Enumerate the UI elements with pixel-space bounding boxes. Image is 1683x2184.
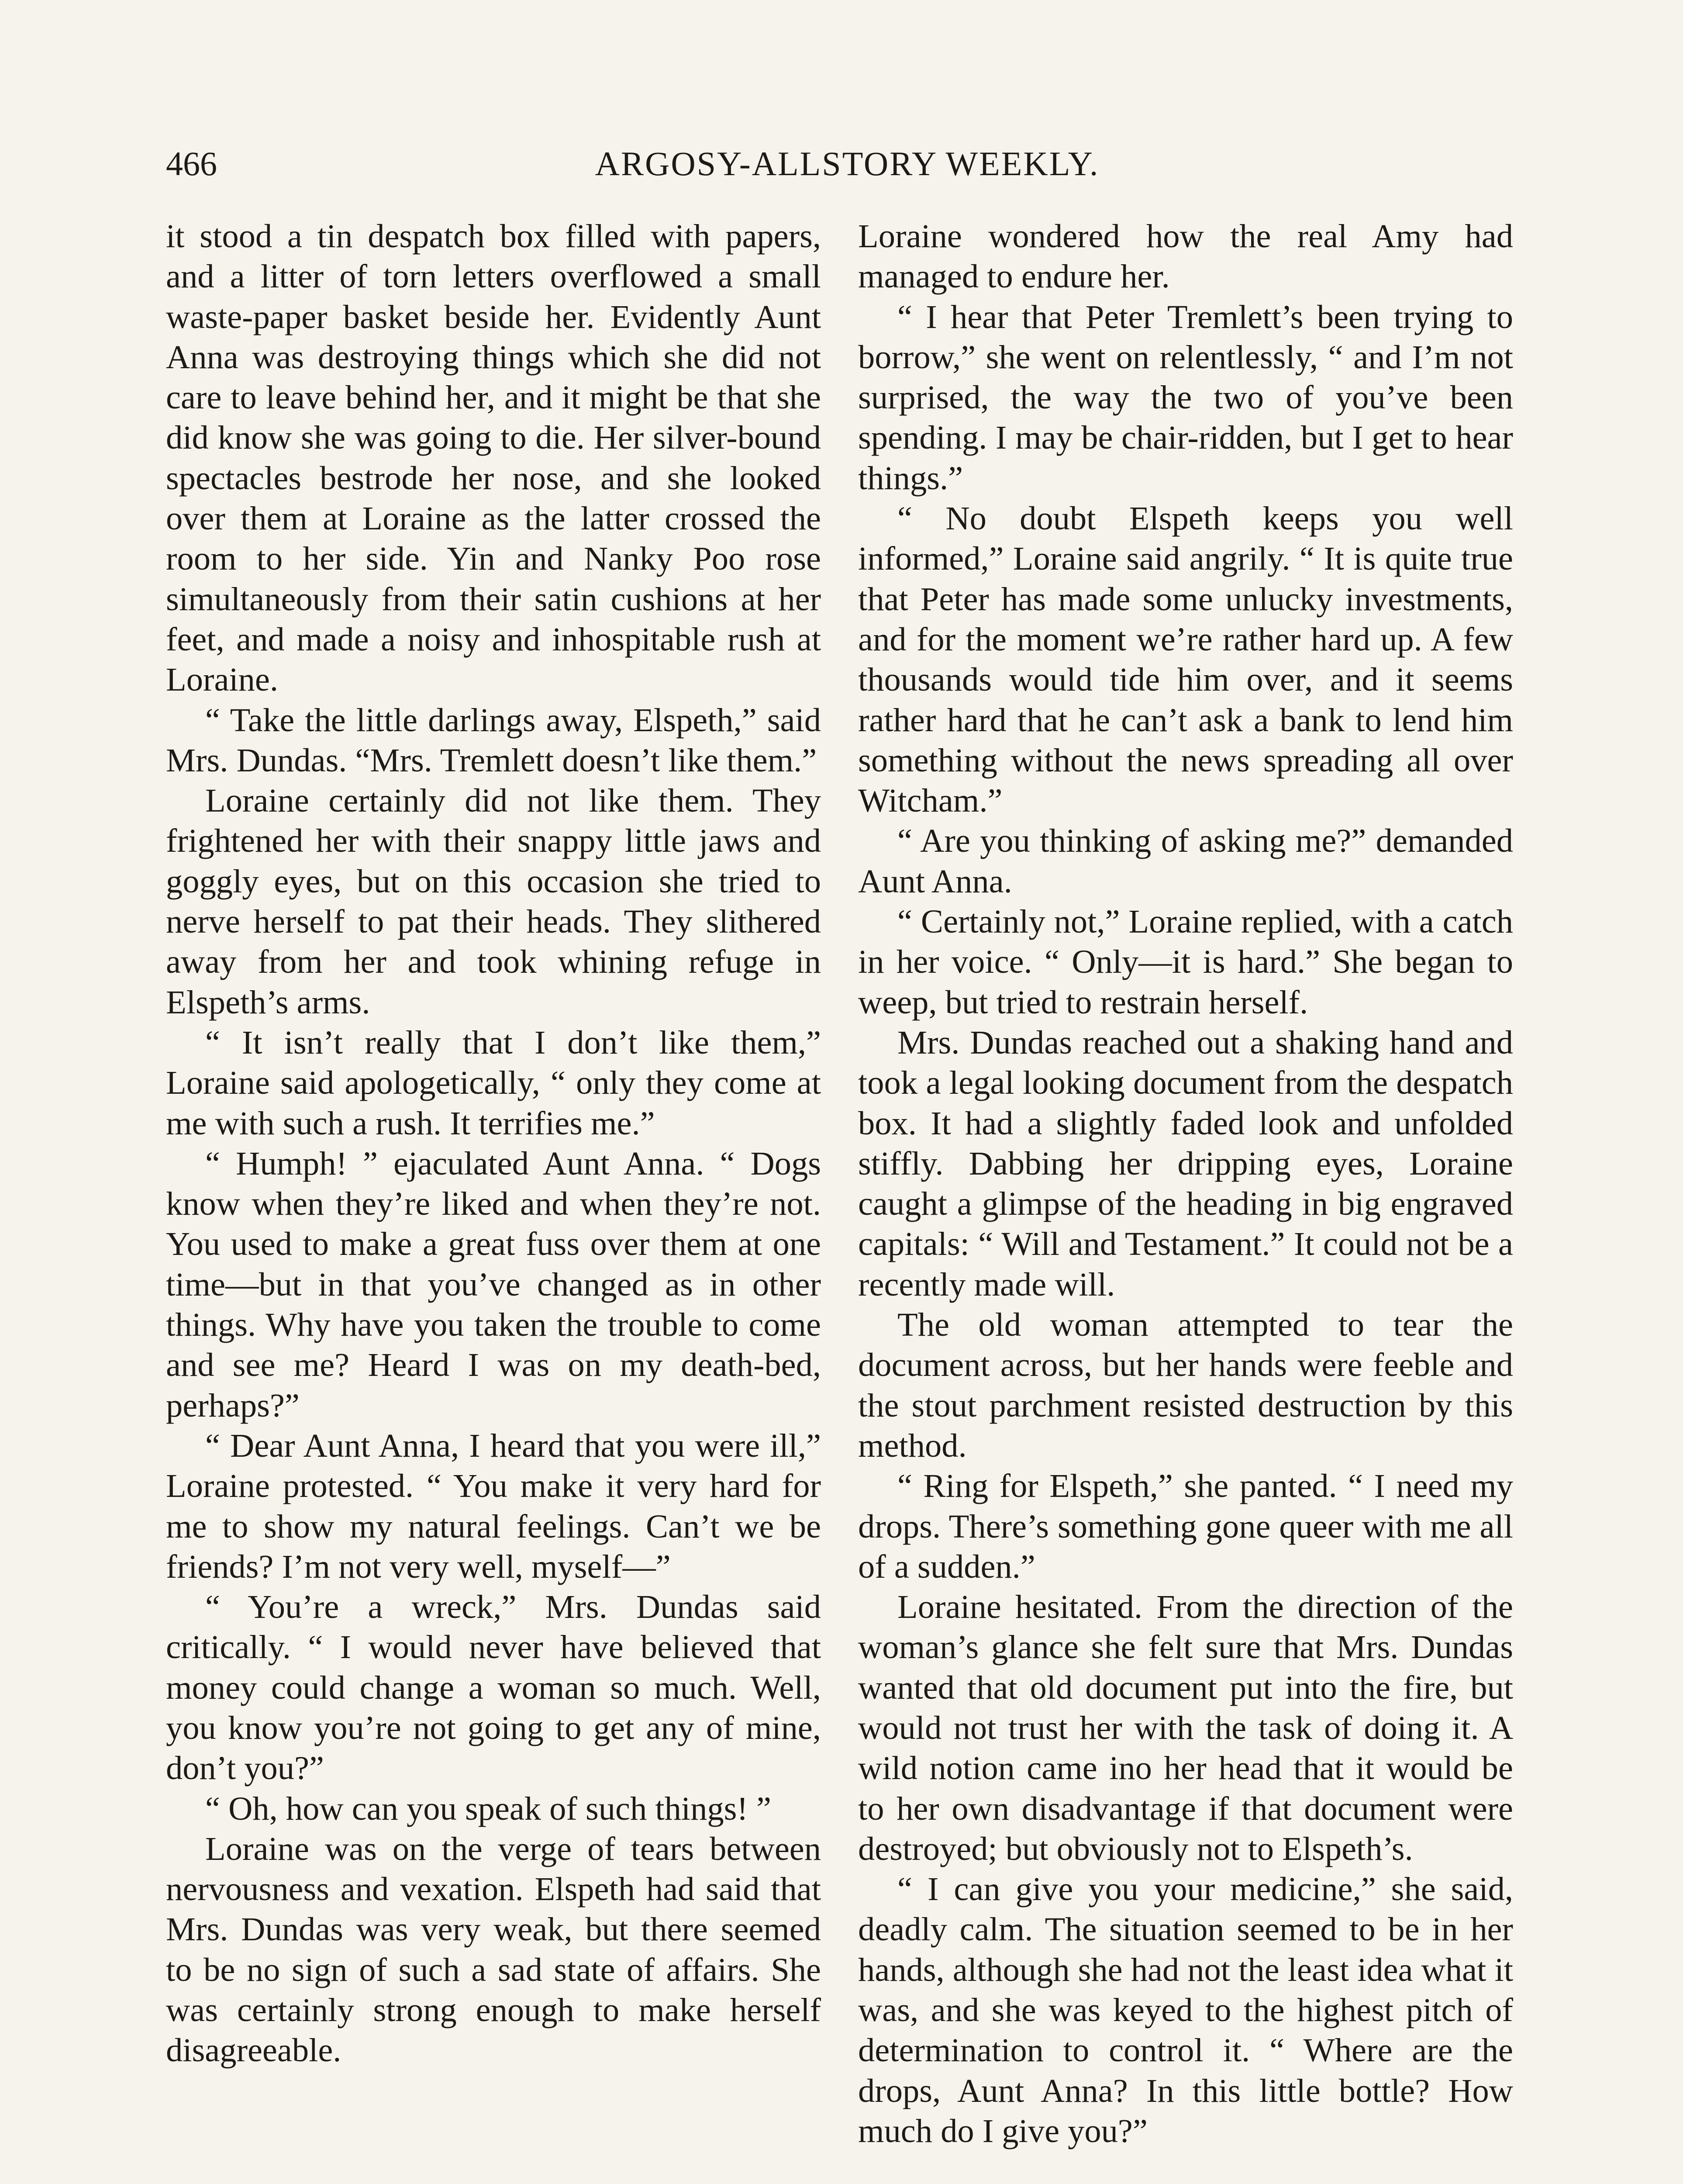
paragraph: “ I can give you your medicine,” she said, deadly calm. The situation seemed to be in her hands, although she had not the least idea what it was, and she was keyed to the highest pitch of determination to control it. “ Where are the drops, Aunt Anna? In this little bottle? How much do I give you?” <box>858 1870 1513 2149</box>
paragraph: “ Take the little darlings away, Elspeth,” said Mrs. Dundas. “Mrs. Tremlett doesn’t like them.” <box>166 701 821 779</box>
paragraph: “ Oh, how can you speak of such things! ” <box>205 1790 771 1827</box>
paragraph: Loraine hesitated. From the direction of the woman’s glance she felt sure that Mrs. Dundas wanted that old document put into the fire, but would not trust her with the task of doing it. A wild notion came ino her head that it would be to her own disadvantage if that document were destroyed; but obviously not to Elspeth’s. <box>858 1588 1513 1867</box>
paragraph: “ I hear that Peter Tremlett’s been trying to borrow,” she went on relentlessly, “ and I’m not surprised, the way the two of you’ve been spending. I may be chair-ridden, but I get to hear things.” <box>858 298 1513 497</box>
page-header <box>166 131 1528 197</box>
paragraph: “ Certainly not,” Loraine replied, with a catch in her voice. “ Only—it is hard.” She began to weep, but tried to restrain herself. <box>858 903 1513 1021</box>
paragraph: “ Humph! ” ejaculated Aunt Anna. “ Dogs know when they’re liked and when they’re not. You used to make a great fuss over them at one time—but in that you’ve changed as in other things. Why have you taken the trouble to come and see me? Heard I was on my death-bed, perhaps?” <box>166 1144 821 1424</box>
paragraph: Loraine wondered how the real Amy had managed to endure her. <box>858 218 1513 295</box>
page-number: 466 <box>166 145 217 183</box>
paragraph: “ Ring for Elspeth,” she panted. “ I need my drops. There’s something gone queer with me all of a sudden.” <box>858 1467 1513 1585</box>
paragraph: Loraine certainly did not like them. They frightened her with their snappy little jaws and goggly eyes, but on this occasion she tried to nerve herself to pat their heads. They slithered away from her and took whining refuge in Elspeth’s arms. <box>166 782 821 1021</box>
running-head: ARGOSY-ALLSTORY WEEKLY. <box>595 145 1100 183</box>
paragraph: Loraine was on the verge of tears between nervousness and vexation. Elspeth had said that Mrs. Dundas was very weak, but there seemed to be no sign of such a sad state of affairs. She was certainly strong enough to make herself disagreeable. <box>166 1830 821 2069</box>
paragraph: Mrs. Dundas reached out a shaking hand and took a legal looking document from the despatch box. It had a slightly faded look and unfolded stiffly. Dabbing her dripping eyes, Loraine caught a glimpse of the heading in big engraved capitals: “ Will and Testament.” It could not be a recently made will. <box>858 1023 1513 1303</box>
paragraph: “ Dear Aunt Anna, I heard that you were ill,” Loraine protested. “ You make it very hard for me to show my natural feelings. Can’t we be friends? I’m not very well, myself—” <box>166 1427 821 1585</box>
paragraph: “ It isn’t really that I don’t like them,” Loraine said apologetically, “ only they come at me with such a rush. It terrifies me.” <box>166 1023 821 1142</box>
right-column <box>858 216 1513 2151</box>
left-column <box>166 216 821 2071</box>
paragraph: it stood a tin despatch box filled with papers, and a litter of torn letters overflowed a small waste-paper basket beside her. Evidently Aunt Anna was destroying things which she did not care to leave behind her, and it might be that she did know she was going to die. Her silver-bound spectacles bestrode her nose, and she looked over them at Loraine as the latter crossed the room to her side. Yin and Nanky Poo rose simultaneously from their satin cushions at her feet, and made a noisy and inhospitable rush at Loraine. <box>166 218 821 698</box>
paragraph: “ Are you thinking of asking me?” demanded Aunt Anna. <box>858 822 1513 900</box>
paragraph: “ You’re a wreck,” Mrs. Dundas said critically. “ I would never have believed that money could change a woman so much. Well, you know you’re not going to get any of mine, don’t you?” <box>166 1588 821 1787</box>
paragraph: “ No doubt Elspeth keeps you well informed,” Loraine said angrily. “ It is quite true that Peter has made some unlucky investments, and for the moment we’re rather hard up. A few thousands would tide him over, and it seems rather hard that he can’t ask a bank to lend him something without the news spreading all over Witcham.” <box>858 500 1513 819</box>
paragraph: The old woman attempted to tear the document across, but her hands were feeble and the stout parchment resisted destruction by this method. <box>858 1306 1513 1464</box>
